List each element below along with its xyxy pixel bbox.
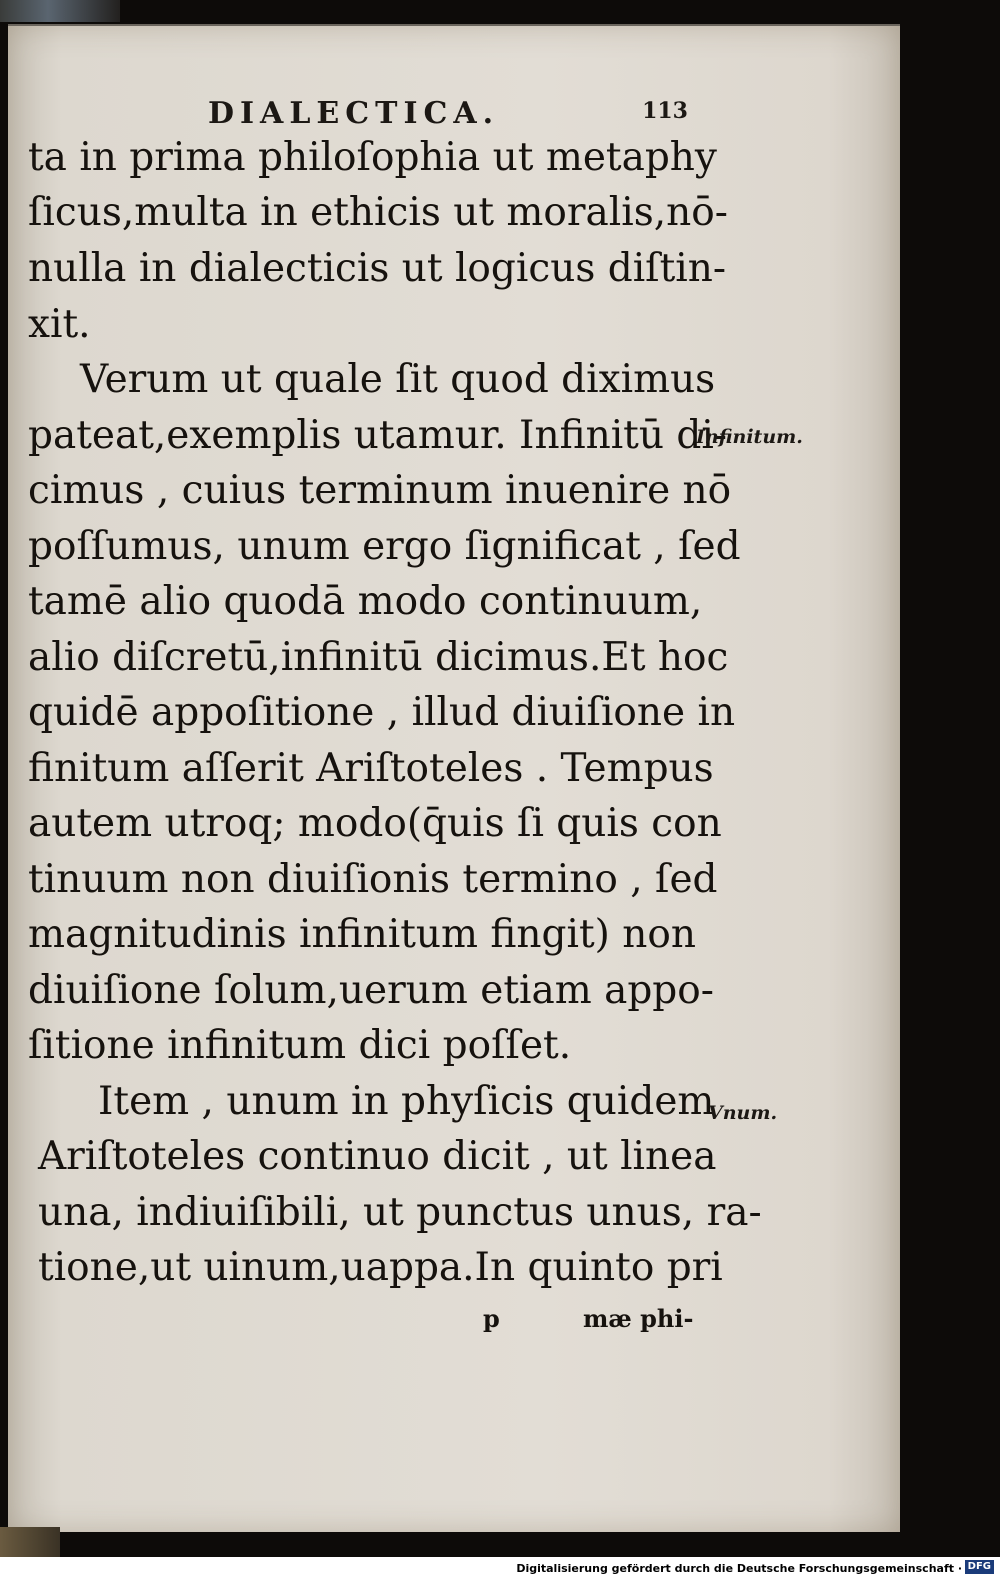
text-line: Verum ut quale ſit quod diximus: [80, 357, 716, 402]
page-header: [208, 96, 688, 136]
text-line: ta in prima philoſophia ut metaphy: [28, 135, 717, 180]
credit-text: Digitalisierung gefördert durch die Deutsche Forschungsgemeinschaft ·: [516, 1562, 962, 1575]
text-line: tione,ut uinum,uappa.In quinto pri: [38, 1245, 723, 1290]
text-line: magnitudinis infinitum fingit) non: [28, 912, 696, 957]
book-edge-bottom: [0, 1527, 60, 1557]
text-line: Ariſtoteles continuo dicit , ut linea: [38, 1134, 717, 1179]
text-line: poſſumus, unum ergo ſignificat , ſed: [28, 524, 741, 569]
book-edge-top: [0, 0, 120, 22]
text-line: nulla in dialecticis ut logicus diſtin-: [28, 246, 727, 291]
text-line: alio diſcretū,infinitū dicimus.Et hoc: [28, 635, 729, 680]
text-line: ſicus,multa in ethicis ut moralis,nō-: [28, 190, 728, 235]
credit-bar: [0, 1557, 1000, 1577]
running-head: DIALECTICA.: [208, 96, 500, 131]
text-line: quidē appoſitione , illud diuiſione in: [28, 690, 736, 735]
page-number: 113: [642, 98, 688, 124]
signature-mark: p: [483, 1304, 500, 1333]
text-line: pateat,exemplis utamur. Infinitū di-: [28, 413, 727, 458]
catchword: mæ phi-: [583, 1304, 694, 1333]
book-page: [8, 24, 900, 1532]
text-line: cimus , cuius terminum inuenire nō: [28, 468, 732, 513]
text-line: Item , unum in phyſicis quidem: [98, 1079, 715, 1124]
marginal-note-infinitum: Infinitum.: [696, 426, 803, 448]
text-line: tamē alio quodā modo continuum,: [28, 579, 703, 624]
text-line: finitum aſſerit Ariſtoteles . Tempus: [28, 746, 714, 791]
text-line: ſitione infinitum dici poſſet.: [28, 1023, 572, 1068]
text-line: autem utroq; modo(q̄uis ſi quis con: [28, 801, 722, 846]
text-line: una, indiuiſibili, ut punctus unus, ra-: [38, 1190, 762, 1235]
marginal-note-unum: Vnum.: [708, 1102, 778, 1124]
text-line: xit.: [28, 302, 91, 347]
text-line: diuiſione ſolum,uerum etiam appo-: [28, 968, 714, 1013]
dfg-logo: DFG: [965, 1560, 994, 1574]
text-line: tinuum non diuiſionis termino , ſed: [28, 857, 718, 902]
